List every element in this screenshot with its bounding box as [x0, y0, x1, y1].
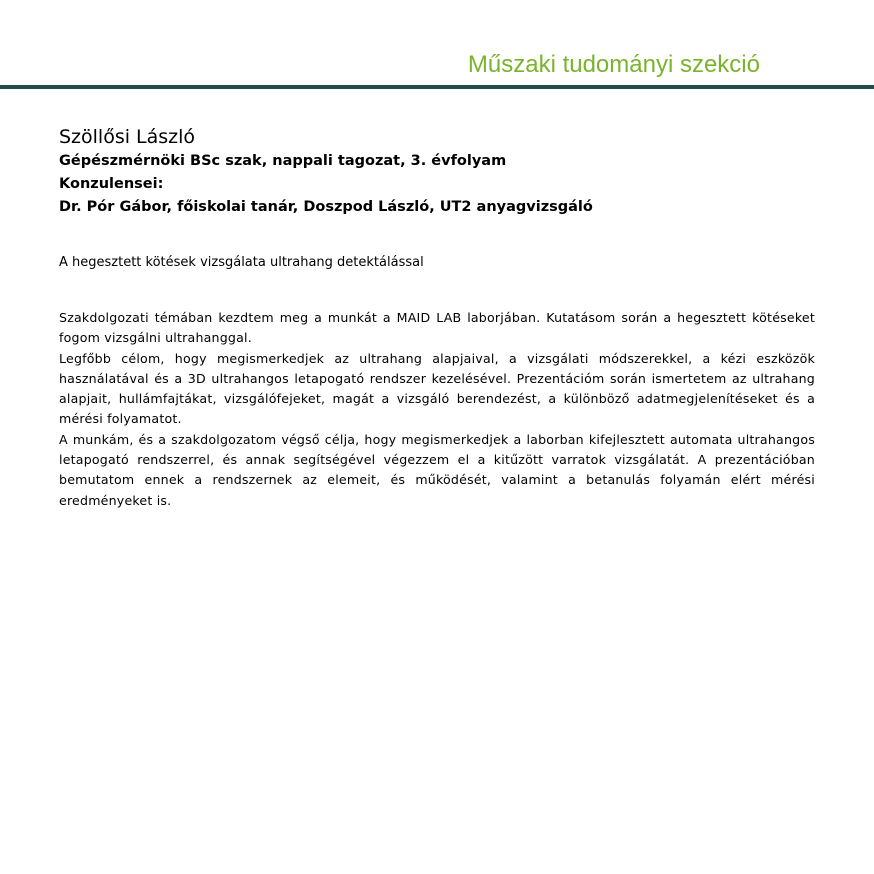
thesis-title: A hegesztett kötések vizsgálata ultrahang detektálással — [59, 255, 424, 270]
author-name: Szöllősi László — [59, 126, 196, 148]
header-divider — [0, 85, 874, 89]
section-header — [0, 0, 874, 90]
section-title: Műszaki tudományi szekció — [467, 51, 760, 78]
study-program: Gépészmérnöki BSc szak, nappali tagozat, 3. évfolyam — [59, 153, 507, 169]
document-body — [59, 124, 815, 508]
consultants-label: Konzulensei: — [59, 176, 164, 192]
abstract — [59, 308, 815, 511]
abstract-paragraph: Legfőbb célom, hogy megismerkedjek az ultrahang alapjaival, a vizsgálati módszerekkel, a kézi eszközök használatával és a 3D ultrahangos letapogató rendszer kezelésével. Prezentációm során ismertetem az ultrahang alapjait, hullámfajtákat, vizsgálófejeket, magát a vizsgáló berendezést, a különböző adatmegjelenítéseket és a mérési folyamatot. — [59, 350, 815, 427]
abstract-paragraph: Szakdolgozati témában kezdtem meg a munkát a MAID LAB laborjában. Kutatásom során a hegesztett kötéseket fogom vizsgálni ultrahanggal. — [59, 310, 815, 346]
abstract-paragraph: A munkám, és a szakdolgozatom végső célja, hogy megismerkedjek a laborban kifejlesztett automata ultrahangos letapogató rendszerrel, és annak segítségével végezzem el a kitűzött varratok vizsgálatát. A prezentációban bemutatom ennek a rendszernek az elemeit, és működését, valamint a betanulás folyamán elért mérési eredményeket is. — [59, 431, 815, 508]
consultants-names: Dr. Pór Gábor, főiskolai tanár, Doszpod László, UT2 anyagvizsgáló — [59, 199, 593, 215]
